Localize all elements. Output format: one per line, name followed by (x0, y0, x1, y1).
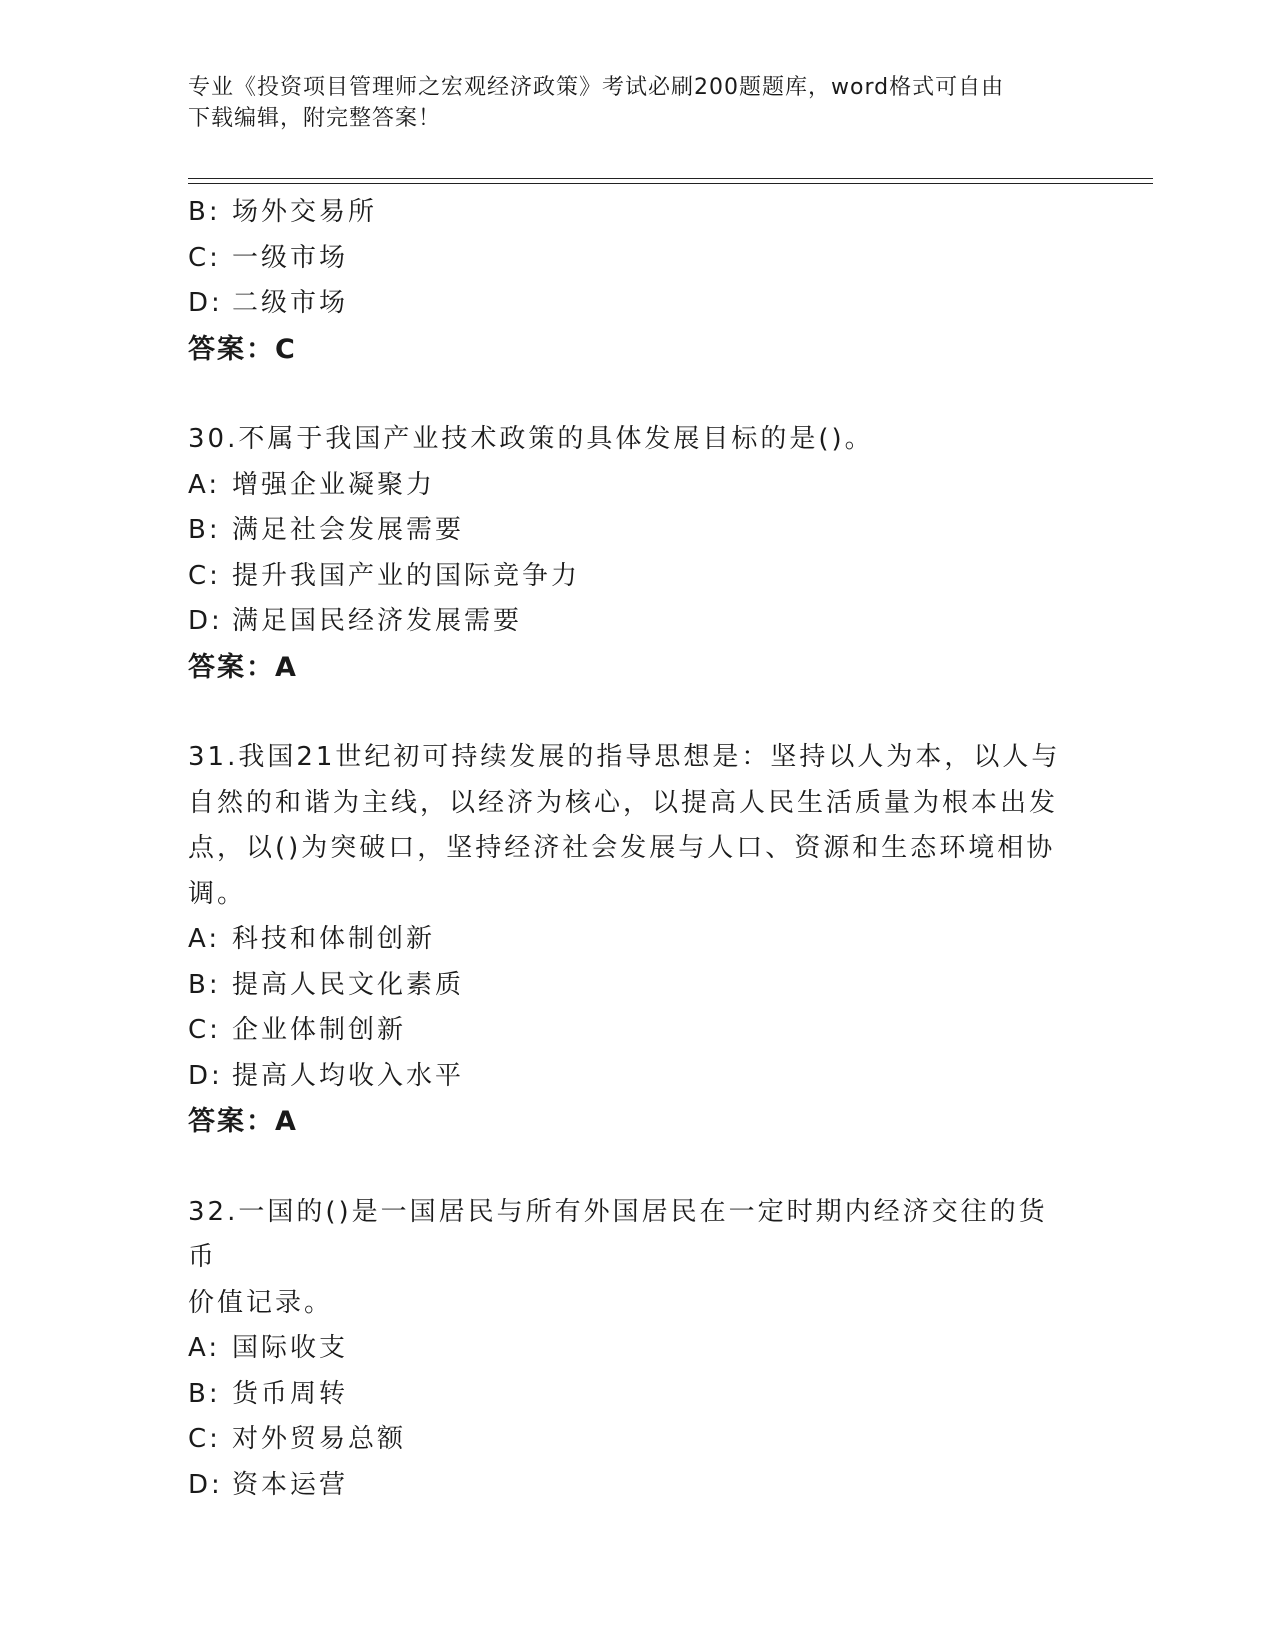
option-c: C: 一级市场 (188, 242, 349, 273)
question-30 (188, 417, 1088, 690)
option-d: D: 二级市场 (188, 288, 349, 318)
option-b: B: 满足社会发展需要 (188, 515, 465, 545)
question-text-line-1: 31.我国21世纪初可持续发展的指导思想是：坚持以人为本，以人与 (188, 742, 1061, 772)
page-header (188, 72, 1088, 134)
option-c: C: 对外贸易总额 (188, 1424, 407, 1454)
question-text-line-3: 点，以()为突破口，坚持经济社会发展与人口、资源和生态环境相协 (188, 833, 1056, 863)
option-b: B: 提高人民文化素质 (188, 969, 465, 1000)
question-text-line-2: 价值记录。 (188, 1287, 334, 1318)
question-29-tail (188, 190, 1088, 372)
option-c: C: 提升我国产业的国际竞争力 (188, 560, 581, 591)
option-b: B: 货币周转 (188, 1378, 349, 1409)
option-a: A: 增强企业凝聚力 (188, 469, 436, 500)
question-31 (188, 735, 1088, 1145)
option-b: B: 场外交易所 (188, 197, 378, 227)
question-text: 30.不属于我国产业技术政策的具体发展目标的是()。 (188, 424, 874, 454)
header-divider-top (188, 178, 1153, 179)
option-d: D: 提高人均收入水平 (188, 1060, 465, 1091)
header-line-1: 专业《投资项目管理师之宏观经济政策》考试必刷200题题库，word格式可自由 (188, 75, 1005, 100)
option-c: C: 企业体制创新 (188, 1015, 407, 1045)
header-line-2: 下载编辑，附完整答案！ (188, 106, 442, 131)
option-d: D: 资本运营 (188, 1469, 349, 1500)
header-divider-bottom (188, 183, 1153, 184)
question-text-line-4: 调。 (188, 878, 247, 909)
answer-line: 答案：A (188, 1106, 298, 1137)
option-d: D: 满足国民经济发展需要 (188, 606, 523, 636)
question-text-line-2: 自然的和谐为主线，以经济为核心，以提高人民生活质量为根本出发 (188, 787, 1059, 818)
option-a: A: 科技和体制创新 (188, 924, 436, 954)
answer-line: 答案：C (188, 333, 297, 365)
option-a: A: 国际收支 (188, 1333, 349, 1363)
question-text-line-1: 32.一国的()是一国居民与所有外国居民在一定时期内经济交往的货币 (188, 1196, 1048, 1272)
question-32 (188, 1190, 1088, 1509)
answer-line: 答案：A (188, 651, 298, 683)
document-body (188, 190, 1088, 1508)
